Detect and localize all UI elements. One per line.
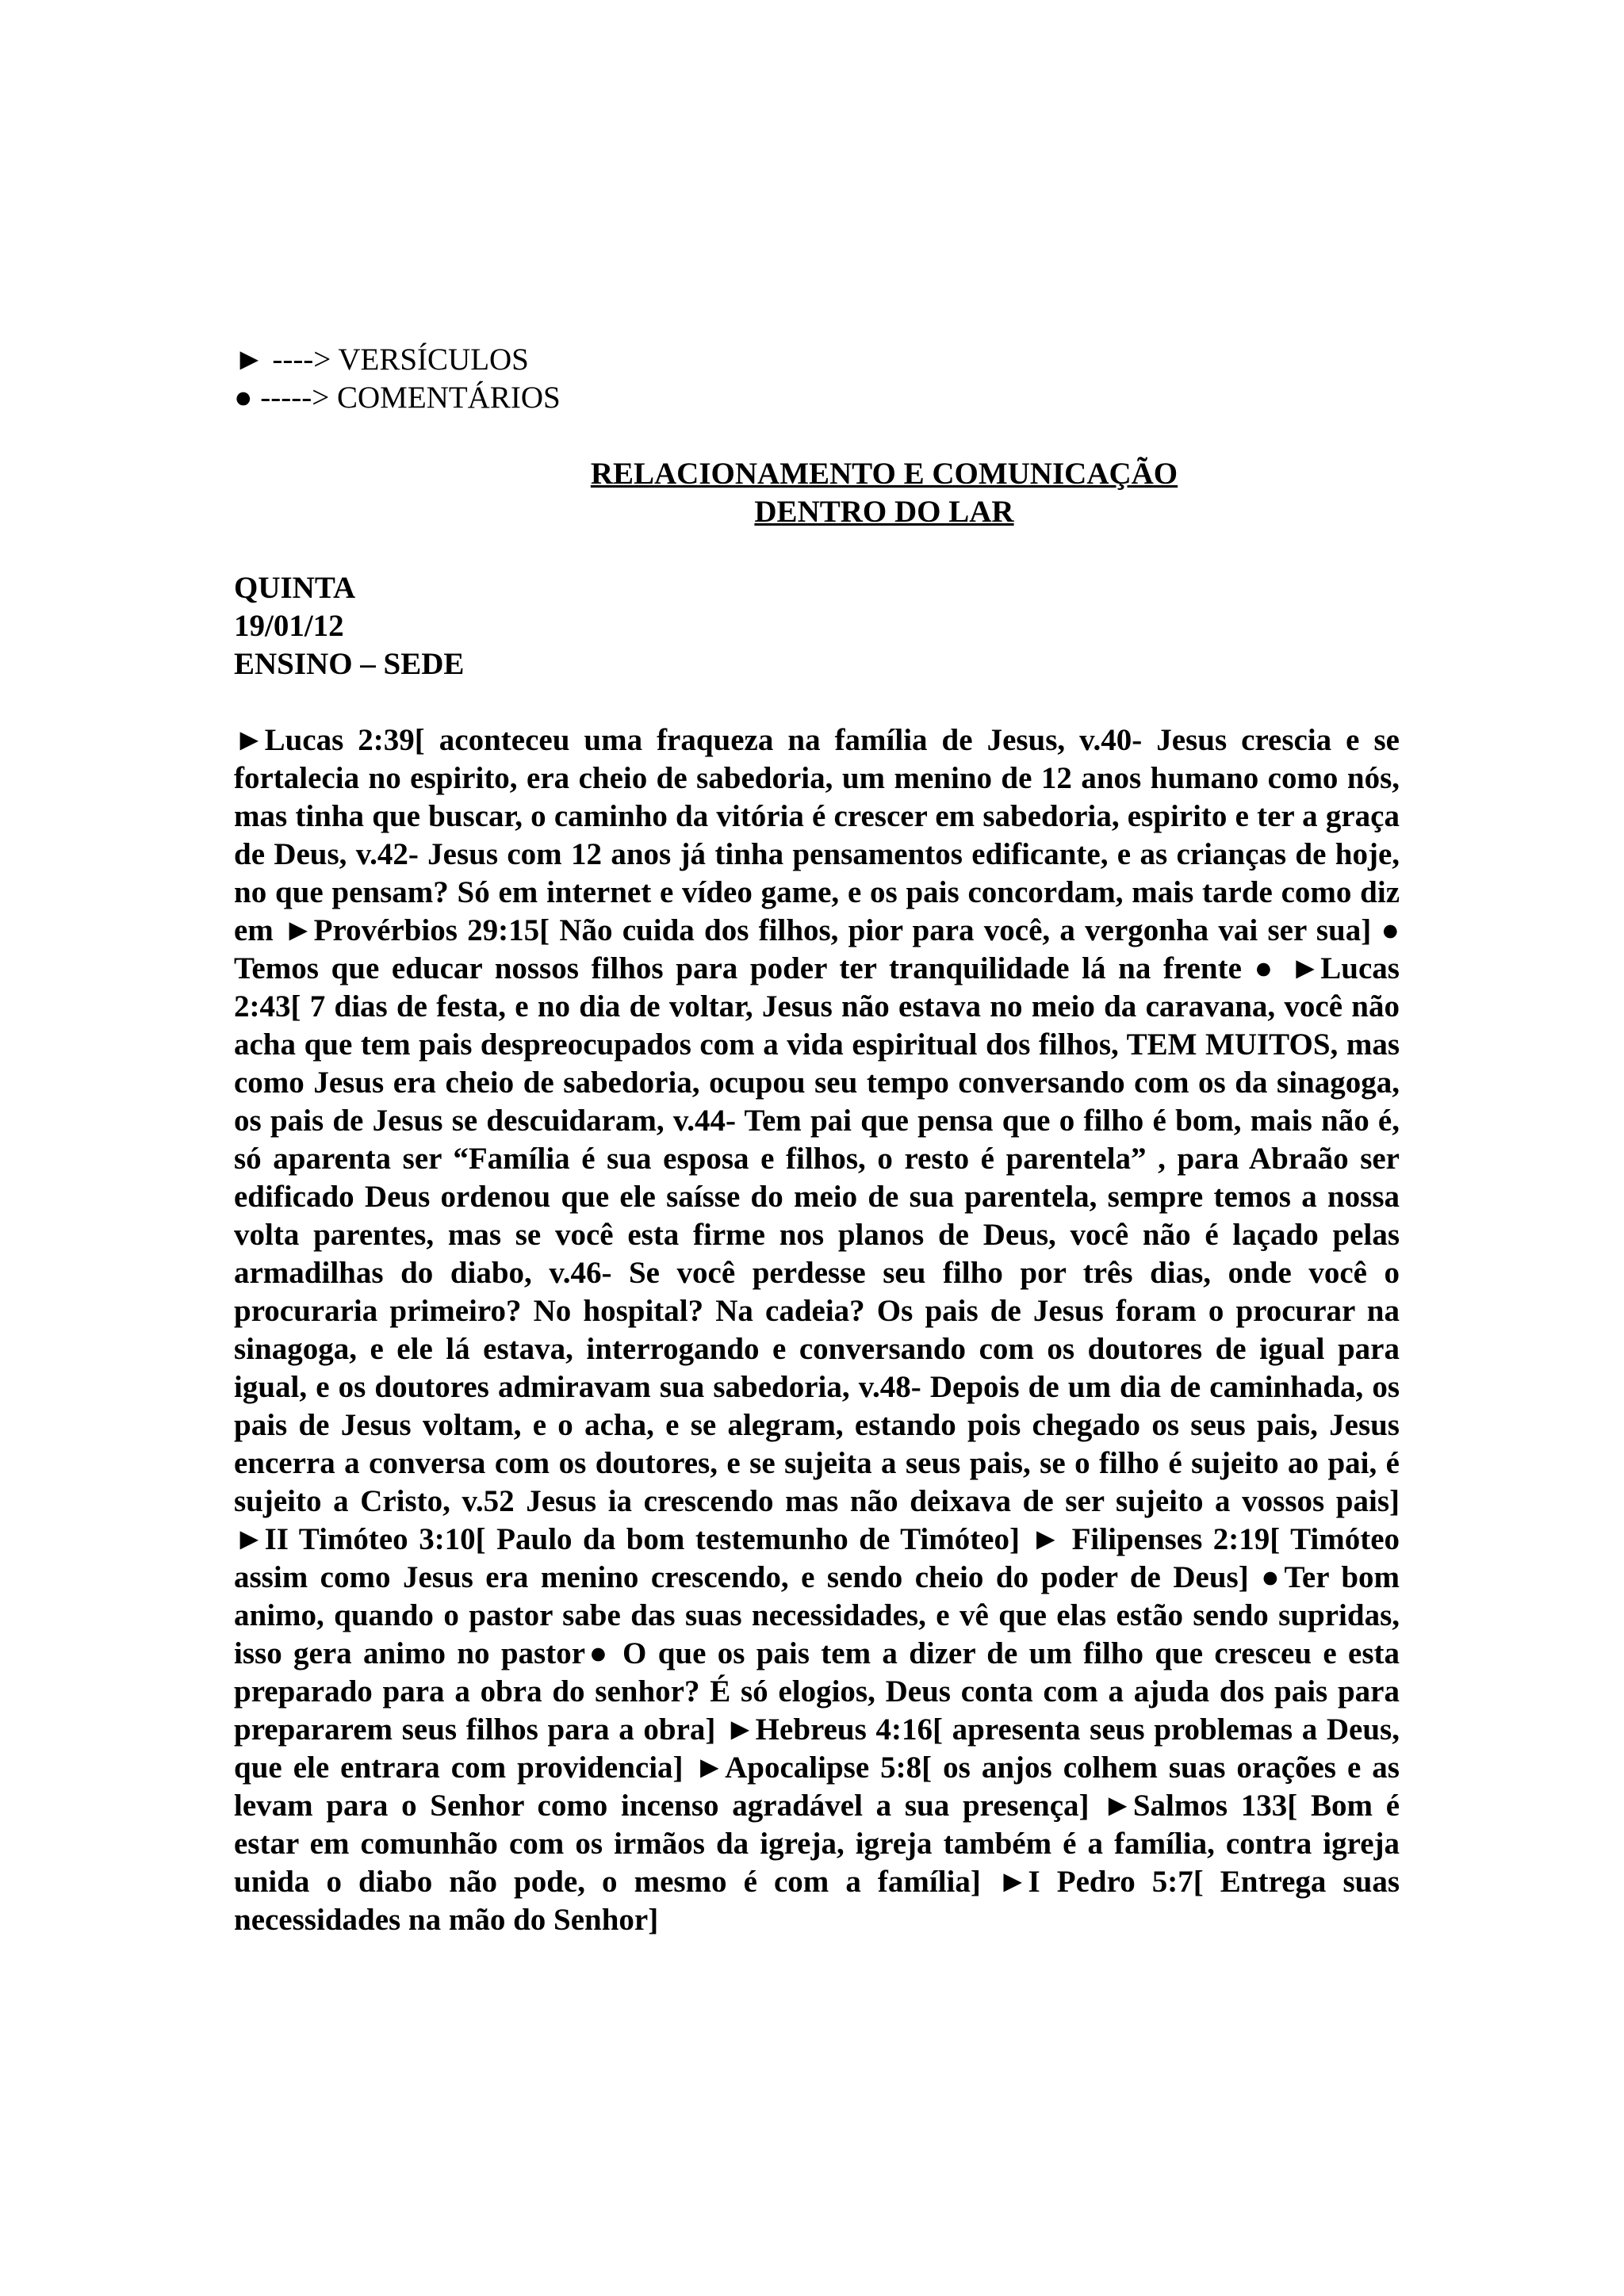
session-day: QUINTA <box>234 571 356 605</box>
legend-verses: ► ----> VERSÍCULOS <box>234 342 529 377</box>
document-title <box>369 455 1400 531</box>
title-line-2: DENTRO DO LAR <box>754 495 1014 529</box>
document-page <box>234 341 1400 1939</box>
session-info <box>234 569 1400 683</box>
sermon-body: ►Lucas 2:39[ aconteceu uma fraqueza na família de Jesus, v.40- Jesus crescia e se fortalecia no espirito, era cheio de sabedoria, um menino de 12 anos humano como nós, mas tinha que buscar, o caminho da vitória é crescer em sabedoria, espirito e ter a graça de Deus, v.42- Jesus com 12 anos já tinha pensamentos edificante, e as crianças de hoje, no que pensam? Só em internet e vídeo game, e os pais concordam, mais tarde como diz em ►Provérbios 29:15[ Não cuida dos filhos, pior para você, a vergonha vai ser sua] ● Temos que educar nossos filhos para poder ter tranquilidade lá na frente ● ►Lucas 2:43[ 7 dias de festa, e no dia de voltar, Jesus não estava no meio da caravana, você não acha que tem pais despreocupados com a vida espiritual dos filhos, TEM MUITOS, mas como Jesus era cheio de sabedoria, ocupou seu tempo conversando com os da sinagoga, os pais de Jesus se descuidaram, v.44- Tem pai que pensa que o filho é bom, mais não é, só aparenta ser “Família é sua esposa e filhos, o resto é parentela” , para Abraão ser edificado Deus ordenou que ele saísse do meio de sua parentela, sempre temos a nossa volta parentes, mas se você esta firme nos planos de Deus, você não é laçado pelas armadilhas do diabo, v.46- Se você perdesse seu filho por três dias, onde você o procuraria primeiro? No hospital? Na cadeia? Os pais de Jesus foram o procurar na sinagoga, e ele lá estava, interrogando e conversando com os doutores de igual para igual, e os doutores admiravam sua sabedoria, v.48- Depois de um dia de caminhada, os pais de Jesus voltam, e o acha, e se alegram, estando pois chegado os seus pais, Jesus encerra a conversa com os doutores, e se sujeita a seus pais, se o filho é sujeito ao pai, é sujeito a Cristo, v.52 Jesus ia crescendo mas não deixava de ser sujeito a vossos pais] ►II Timóteo 3:10[ Paulo da bom testemunho de Timóteo] ► Filipenses 2:19[ Timóteo assim como Jesus era menino crescendo, e sendo cheio do poder de Deus] ●Ter bom animo, quando o pastor sabe das suas necessidades, e vê que elas estão sendo supridas, isso gera animo no pastor● O que os pais tem a dizer de um filho que cresceu e esta preparado para a obra do senhor? É só elogios, Deus conta com a ajuda dos pais para prepararem seus filhos para a obra] ►Hebreus 4:16[ apresenta seus problemas a Deus, que ele entrara com providencia] ►Apocalipse 5:8[ os anjos colhem suas orações e as levam para o Senhor como incenso agradável a sua presença] ►Salmos 133[ Bom é estar em comunhão com os irmãos da igreja, igreja também é a família, contra igreja unida o diabo não pode, o mesmo é com a família] ►I Pedro 5:7[ Entrega suas necessidades na mão do Senhor] <box>234 723 1400 1937</box>
session-place: ENSINO – SEDE <box>234 647 465 681</box>
session-date: 19/01/12 <box>234 609 344 643</box>
title-line-1: RELACIONAMENTO E COMUNICAÇÃO <box>590 457 1178 491</box>
legend-comments: ● -----> COMENTÁRIOS <box>234 381 561 415</box>
